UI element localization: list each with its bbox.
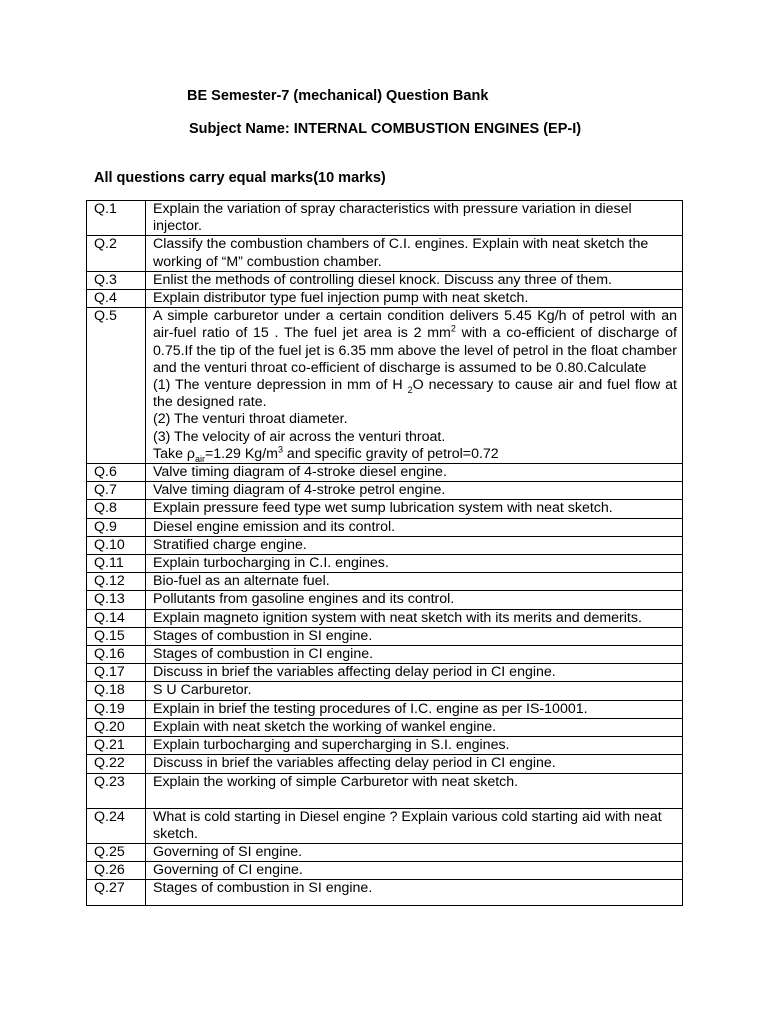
question-number: Q.24 [87, 808, 146, 843]
question-row [87, 808, 683, 843]
question-row [87, 308, 683, 464]
question-text: Explain in brief the testing procedures of I.C. engine as per IS-10001. [146, 700, 683, 718]
question-row [87, 862, 683, 880]
question-number: Q.26 [87, 862, 146, 880]
question-number: Q.27 [87, 880, 146, 906]
question-number: Q.11 [87, 555, 146, 573]
question-number: Q.3 [87, 271, 146, 289]
question-row [87, 518, 683, 536]
question-number: Q.19 [87, 700, 146, 718]
question-row [87, 773, 683, 808]
question-row [87, 536, 683, 554]
question-text: Explain with neat sketch the working of wankel engine. [146, 718, 683, 736]
question-number: Q.17 [87, 664, 146, 682]
question-text: Governing of CI engine. [146, 862, 683, 880]
question-number: Q.8 [87, 500, 146, 518]
question-number: Q.6 [87, 464, 146, 482]
question-text: Diesel engine emission and its control. [146, 518, 683, 536]
question-row [87, 718, 683, 736]
question-row [87, 271, 683, 289]
question-row [87, 880, 683, 906]
question-number: Q.12 [87, 573, 146, 591]
question-row [87, 573, 683, 591]
question-row [87, 700, 683, 718]
question-number: Q.5 [87, 308, 146, 464]
question-row [87, 201, 683, 236]
question-row [87, 236, 683, 271]
question-number: Q.1 [87, 201, 146, 236]
question-row [87, 737, 683, 755]
subscript: air [194, 453, 205, 464]
question-table [86, 200, 683, 906]
question-text: Stages of combustion in SI engine. [146, 880, 683, 906]
question-text: Explain pressure feed type wet sump lubrication system with neat sketch. [146, 500, 683, 518]
question-number: Q.23 [87, 773, 146, 808]
subscript: 2 [407, 384, 413, 395]
question-text: Stages of combustion in CI engine. [146, 646, 683, 664]
question-number: Q.13 [87, 591, 146, 609]
problem-statement: A simple carburetor under a certain condition delivers 5.45 Kg/h of petrol with an air-fuel ratio of 15 . The fuel jet area is 2 $mm^2$ with a co-efficient of discharge of 0.75.If the tip of the fuel jet is 6.35 mm above the level of petrol in the float chamber and the venturi throat co-efficient of discharge is assumed to be 0.80.Calculate [153, 308, 677, 376]
question-number: Q.21 [87, 737, 146, 755]
question-text: Enlist the methods of controlling diesel knock. Discuss any three of them. [146, 271, 683, 289]
question-number: Q.10 [87, 536, 146, 554]
question-row [87, 290, 683, 308]
question-text: Explain the variation of spray characteristics with pressure variation in diesel injector. [146, 201, 683, 236]
question-number: Q.16 [87, 646, 146, 664]
question-text: Bio-fuel as an alternate fuel. [146, 573, 683, 591]
question-row [87, 627, 683, 645]
superscript: 2 [450, 323, 456, 334]
question-text: Stages of combustion in SI engine. [146, 627, 683, 645]
subject-label: Subject Name: [189, 121, 290, 137]
question-text: Pollutants from gasoline engines and its control. [146, 591, 683, 609]
question-number: Q.9 [87, 518, 146, 536]
sub-question: (3) The velocity of air across the venturi throat. [153, 428, 446, 445]
question-number: Q.2 [87, 236, 146, 271]
question-text: Explain distributor type fuel injection pump with neat sketch. [146, 290, 683, 308]
question-row [87, 664, 683, 682]
question-row [87, 482, 683, 500]
question-text: Explain magneto ignition system with neat sketch with its merits and demerits. [146, 609, 683, 627]
question-row [87, 464, 683, 482]
question-text: Explain turbocharging and supercharging in S.I. engines. [146, 737, 683, 755]
question-text: Valve timing diagram of 4-stroke diesel engine. [146, 464, 683, 482]
given-data: Take $\rho_{air}=1.29$ $Kg/m^3$ and specific gravity of petrol=0.72 [153, 444, 499, 464]
sub-question: (2) The venturi throat diameter. [153, 411, 348, 428]
question-row [87, 843, 683, 861]
question-row [87, 609, 683, 627]
question-text: Governing of SI engine. [146, 843, 683, 861]
question-row [87, 500, 683, 518]
question-row [87, 755, 683, 773]
question-number: Q.22 [87, 755, 146, 773]
marks-instruction: All questions carry equal marks(10 marks) [94, 170, 386, 186]
question-text: Discuss in brief the variables affecting delay period in CI engine. [146, 664, 683, 682]
question-number: Q.18 [87, 682, 146, 700]
document-title: BE Semester-7 (mechanical) Question Bank [187, 88, 489, 104]
question-row [87, 591, 683, 609]
superscript: 3 [277, 444, 283, 455]
question-number: Q.14 [87, 609, 146, 627]
subject-line [189, 121, 581, 137]
question-text: Valve timing diagram of 4-stroke petrol engine. [146, 482, 683, 500]
question-text: What is cold starting in Diesel engine ? Explain various cold starting aid with neat sketch. [146, 808, 683, 843]
question-number: Q.25 [87, 843, 146, 861]
question-text: Classify the combustion chambers of C.I. engines. Explain with neat sketch the working of “M” combustion chamber. [146, 236, 683, 271]
question-number: Q.4 [87, 290, 146, 308]
question-text [146, 308, 683, 464]
question-text: S U Carburetor. [146, 682, 683, 700]
question-number: Q.7 [87, 482, 146, 500]
question-row [87, 555, 683, 573]
question-text: Explain the working of simple Carburetor with neat sketch. [146, 773, 683, 808]
question-row [87, 682, 683, 700]
question-text: Discuss in brief the variables affecting delay period in CI engine. [146, 755, 683, 773]
question-text: Explain turbocharging in C.I. engines. [146, 555, 683, 573]
question-number: Q.20 [87, 718, 146, 736]
question-number: Q.15 [87, 627, 146, 645]
subject-name: INTERNAL COMBUSTION ENGINES (EP-I) [293, 121, 582, 137]
question-text: Stratified charge engine. [146, 536, 683, 554]
sub-question: (1) The venture depression in mm of H $_2$O necessary to cause air and fuel flow at the designed rate. [153, 377, 677, 411]
question-row [87, 646, 683, 664]
